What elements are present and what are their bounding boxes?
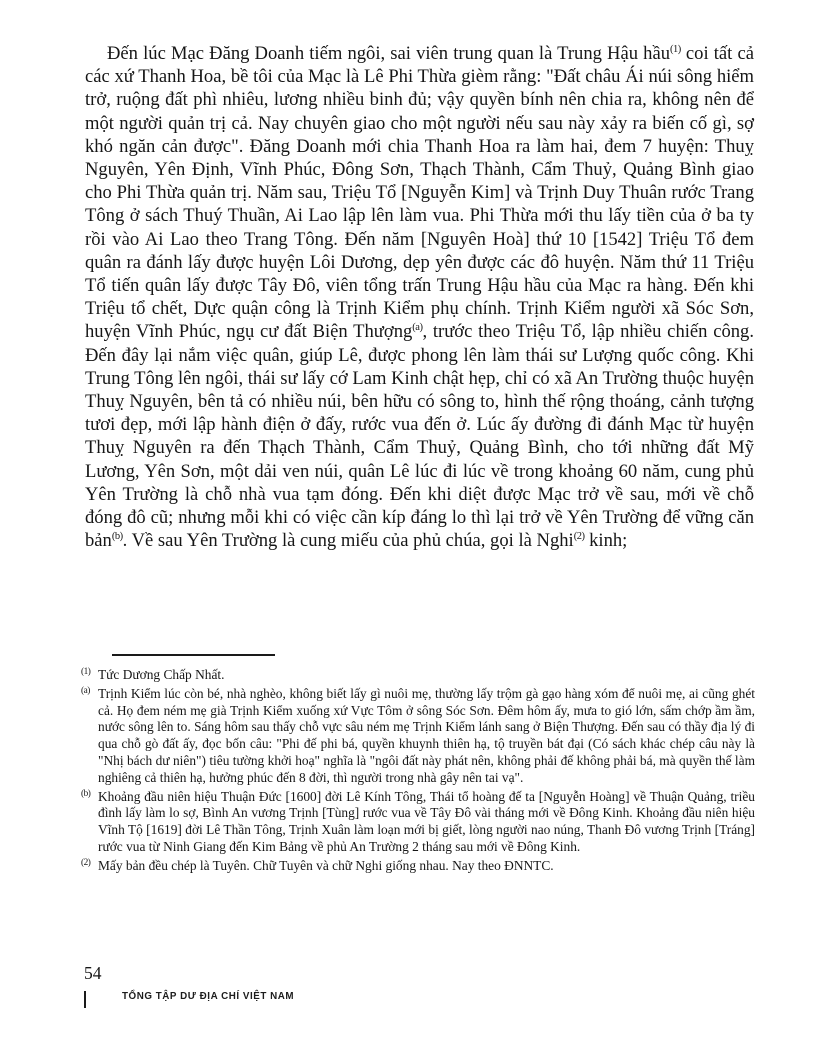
footnote-marker: (b) bbox=[81, 788, 91, 799]
footnote-text: Khoảng đầu niên hiệu Thuận Đức [1600] đời Lê Kính Tông, Thái tổ hoàng đế ta [Nguyễn Hoàng] về Thuận Quảng, triều đình lấy làm lo sợ, Bình An vương Trịnh [Tùng] rước vua về Tây Đô vài tháng mới về Đông Kinh. Khoảng đầu niên hiệu Vĩnh Tộ [1619] đời Lê Thần Tông, Trịnh Xuân làm loạn mới bị giết, lòng người nao núng, Thanh Đô vương Trịnh [Tráng] rước vua từ Ninh Giang đến Kim Bảng về phủ An Trường 2 tháng sau mới về Đông Kinh. bbox=[98, 788, 755, 854]
footnote-marker: (a) bbox=[81, 685, 90, 696]
page-number: 54 bbox=[84, 963, 102, 983]
footnote-ref: (2) bbox=[573, 531, 585, 543]
footnote-item bbox=[81, 667, 755, 684]
footnote-text: Tức Dương Chấp Nhất. bbox=[98, 667, 225, 682]
running-title: TỔNG TẬP DƯ ĐỊA CHÍ VIỆT NAM bbox=[122, 991, 295, 1002]
footnote-text: Trịnh Kiểm lúc còn bé, nhà nghèo, không biết lấy gì nuôi mẹ, thường lấy trộm gà gạo hàng xóm để nuôi mẹ, ai cũng ghét cả. Họ đem ném mẹ già Trịnh Kiểm xuống xứ Vực Tôm ở sông Sóc Sơn. Đêm hôm ấy, mưa to gió lớn, sấm chớp ầm ầm, nước sông lên to. Sáng hôm sau thấy chỗ vực sâu ném mẹ Trịnh Kiểm lánh sang ở Biện Thượng. Đến sau có thầy địa lý đi qua chỗ gò đất ấy, đọc bốn câu: "Phi đế phi bá, quyền khuynh thiên hạ, tộ truyền bát đại (Có sách khác chép câu này là "Nhị bách dư niên") tiêu tường khởi hoạ" nghĩa là "ngôi đất này phát nên, không phải đế không phải bá, mà quyền thế làm nghiêng cả thiên hạ, hưởng phúc đến 8 đời, thì người trong nhà gây nên tai vạ". bbox=[98, 685, 755, 785]
fold-mark-line bbox=[84, 991, 86, 1008]
footnote-item bbox=[81, 789, 755, 856]
footnote-ref: (b) bbox=[111, 531, 123, 543]
footnote-item bbox=[81, 686, 755, 787]
footnote-text: Mấy bản đều chép là Tuyên. Chữ Tuyên và chữ Nghi giống nhau. Nay theo ĐNNTC. bbox=[98, 857, 554, 873]
footnotes-section bbox=[81, 667, 755, 877]
footnote-marker: (2) bbox=[81, 857, 91, 868]
main-text-block bbox=[85, 42, 754, 552]
footnote-ref: (1) bbox=[670, 43, 681, 55]
footnote-marker: (1) bbox=[81, 667, 91, 677]
footnote-item bbox=[81, 858, 755, 875]
footnote-ref: (a) bbox=[412, 322, 423, 334]
body-paragraph: Đến lúc Mạc Đăng Doanh tiếm ngôi, sai viên trung quan là Trung Hậu hầu$^{(1)}$ coi tất cả các xứ Thanh Hoa, bề tôi của Mạc là Lê Phi Thừa gièm rằng: "Đất châu Ái núi sông hiểm trở, ruộng đất phì nhiêu, lương nhiều binh đủ; vậy quyền bính nên chia ra, không nên để một người quản trị cả. Nay chuyên giao cho một người nếu sau này xảy ra biến cố gì, sợ khó ngăn cản được". Đăng Doanh mới chia Thanh Hoa ra làm hai, đem 7 huyện: Thuỵ Nguyên, Yên Định, Vĩnh Phúc, Đông Sơn, Thạch Thành, Cẩm Thuỷ, Quảng Bình giao cho Phi Thừa quản trị. Năm sau, Triệu Tổ [Nguyễn Kim] và Trịnh Duy Thuân rước Trang Tông ở sách Thuý Thuần, Ai Lao lập lên làm vua. Phi Thừa mới thu lấy tiền của ở ba ty rồi vào Ai Lao theo Trang Tông. Đến năm [Nguyên Hoà] thứ 10 [1542] Triệu Tổ đem quân ra đánh lấy được huyện Lôi Dương, dẹp yên được các đô huyện. Năm thứ 11 Triệu Tổ tiến quân lấy được Tây Đô, viên tổng trấn Trung Hậu hầu của Mạc ra hàng. Đến khi Triệu tổ chết, Dực quận công là Trịnh Kiểm phụ chính. Trịnh Kiểm người xã Sóc Sơn, huyện Vĩnh Phúc, ngụ cư đất Biện Thượng$^{(a)}$, trước theo Triệu Tổ, lập nhiều chiến công. Đến đây lại nắm việc quân, giúp Lê, được phong lên làm thái sư Lượng quốc công. Khi Trung Tông lên ngôi, thái sư lấy cớ Lam Kinh chật hẹp, chỉ có xã An Trường thuộc huyện Thuỵ Nguyên, bên tả có nhiều núi, bên hữu có sông to, hình thế rộng thoáng, cảnh tượng tươi đẹp, mới lập hành điện ở đấy, rước vua đến ở. Lúc ấy đường đi đánh Mạc từ huyện Thuỵ Nguyên ra đến Thạch Thành, Cẩm Thuỷ, Quảng Bình, cho tới những đất Mỹ Lương, Yên Sơn, một dải ven núi, quân Lê lúc đi lúc về trong khoảng 60 năm, cung phủ Yên Trường là chỗ nhà vua tạm đóng. Đến khi diệt được Mạc trở về sau, mới về chỗ đóng đô cũ; nhưng mỗi khi có việc cần kíp đáng lo thì lại trở về Yên Trường để vững căn bản$^{(b)}$. Về sau Yên Trường là cung miếu của phủ chúa, gọi là Nghi$^{(2)}$ kinh; bbox=[85, 43, 754, 552]
footnote-separator-rule bbox=[112, 654, 275, 656]
